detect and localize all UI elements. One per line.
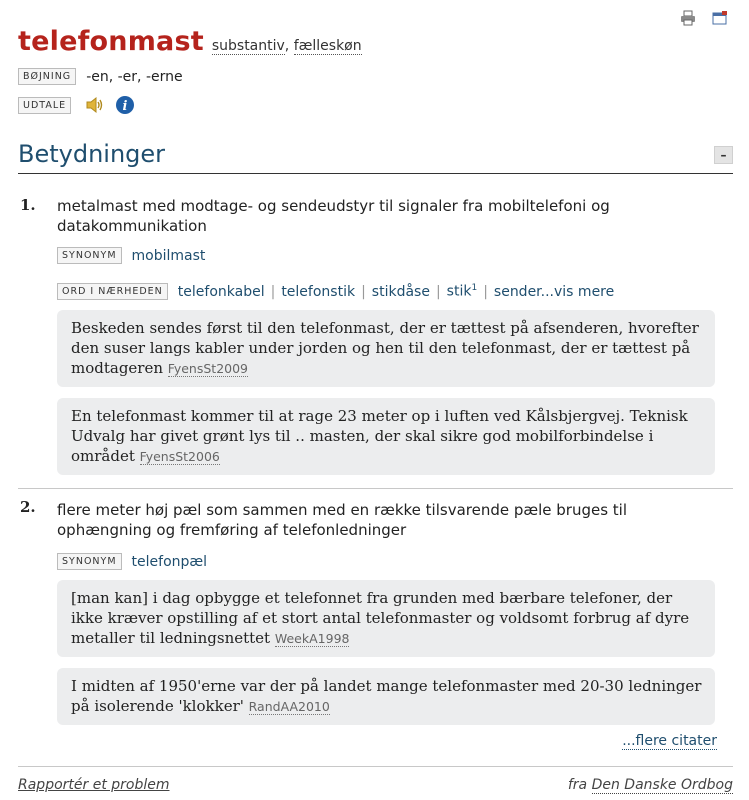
pronunciation-tag: UDTALE <box>18 97 71 114</box>
synonym-tag: SYNONYM <box>57 553 122 570</box>
inflection-forms: -en, -er, -erne <box>86 68 183 85</box>
citation-source[interactable]: WeekA1998 <box>274 631 350 646</box>
pronunciation-row <box>18 95 135 115</box>
citation-text: En telefonmast kommer til at rage 23 meter op i luften ved Kålsbjergvej. Teknisk Udvalg har givet grønt lys til .. masten, der skal sikre god mobilforbindelse i området <box>71 407 688 465</box>
synonym-link[interactable]: mobilmast <box>131 247 206 264</box>
report-problem-link[interactable]: Rapportér et problem <box>18 777 170 793</box>
speaker-icon[interactable] <box>85 96 105 114</box>
synonym-link[interactable]: telefonpæl <box>131 553 208 570</box>
synonym-row <box>57 553 207 570</box>
headword: telefonmast <box>18 26 204 57</box>
nearby-tag: ORD I NÆRHEDEN <box>57 283 168 300</box>
sense-number: 1. <box>20 196 36 214</box>
source-prefix: fra <box>567 777 588 793</box>
more-citations-link[interactable]: ...flere citater <box>622 733 717 749</box>
inflection-row <box>18 68 183 85</box>
citation-text: I midten af 1950'erne var der på landet mange telefonmaster med 20-30 ledninger på isolerende 'klokker' <box>71 677 702 715</box>
citation <box>57 398 715 475</box>
nearby-word[interactable]: stikdåse <box>371 283 430 300</box>
collapse-button[interactable]: – <box>714 146 733 164</box>
nearby-words-row: ORD I NÆRHEDEN telefonkabel | telefonstik | stikdåse | stik$^1$ | sender...vis mere <box>57 283 614 300</box>
citation <box>57 668 715 725</box>
part-of-speech[interactable]: substantiv <box>211 38 285 54</box>
citation <box>57 310 715 387</box>
footer-divider <box>18 766 733 767</box>
info-icon[interactable] <box>115 95 135 115</box>
toolbar <box>679 10 729 26</box>
sense-definition: metalmast med modtage- og sendeudstyr til signaler fra mobiltelefoni og datakommunikation <box>57 197 610 235</box>
nearby-word-more[interactable]: sender...vis mere <box>493 283 615 300</box>
svg-text:i: i <box>122 99 128 114</box>
nearby-word[interactable]: telefonkabel <box>177 283 265 300</box>
citation-source[interactable]: FyensSt2006 <box>139 449 220 464</box>
source-link[interactable]: Den Danske Ordbog <box>591 777 733 793</box>
section-title: Betydninger <box>18 140 166 168</box>
window-icon[interactable] <box>711 10 729 26</box>
synonym-row <box>57 247 205 264</box>
inflection-tag: BØJNING <box>18 68 76 85</box>
citation <box>57 580 715 657</box>
citation-source[interactable]: RandAA2010 <box>248 699 330 714</box>
synonym-tag: SYNONYM <box>57 247 122 264</box>
grammar-info: substantiv, fælleskøn <box>211 38 362 54</box>
sense-number: 2. <box>20 498 36 516</box>
section-divider <box>18 173 733 174</box>
source-attribution <box>568 777 733 793</box>
citation-text: [man kan] i dag opbygge et telefonnet fra grunden med bærbare telefoner, der ikke kræver opstilling af et stort antal telefonmaster og voldsomt forbrug af dyre metaller til ledningsnettet <box>71 589 690 647</box>
sense-divider <box>18 488 733 489</box>
sense-definition: flere meter høj pæl som sammen med en række tilsvarende pæle bruges til ophængning og fremføring af telefonledninger <box>57 501 628 539</box>
nearby-word[interactable]: telefonstik <box>281 283 356 300</box>
gender[interactable]: fælleskøn <box>293 38 362 54</box>
printer-icon[interactable] <box>679 10 697 26</box>
entry-header <box>18 26 362 57</box>
citation-text: Beskeden sendes først til den telefonmast, der er tættest på afsenderen, hvorefter den suser langs kabler under jorden og hen til den telefonmast, der er tættest på modtageren <box>71 319 699 377</box>
nearby-word[interactable]: stik$^1$ <box>446 283 478 300</box>
citation-source[interactable]: FyensSt2009 <box>167 361 249 376</box>
